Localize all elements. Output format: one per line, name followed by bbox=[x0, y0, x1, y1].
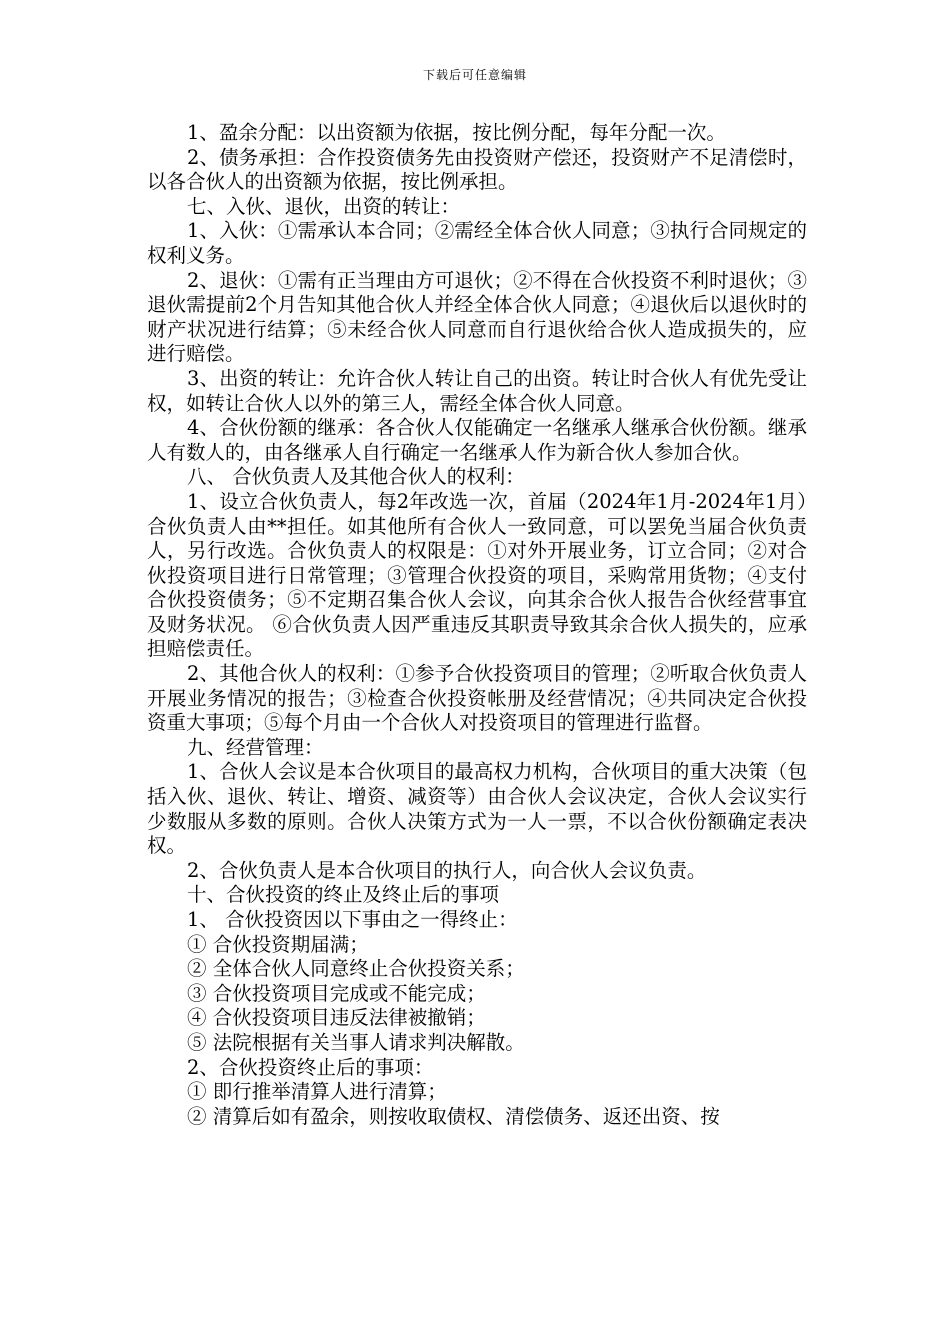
paragraph: 2、退伙：①需有正当理由方可退伙；②不得在合伙投资不利时退伙；③退伙需提前2个月告知其他合伙人并经全体合伙人同意；④退伙后以退伙时的财产状况进行结算；⑤未经合伙人同意而自行退伙给合伙人造成损失的，应进行赔偿。 bbox=[147, 268, 807, 366]
paragraph: 七、入伙、退伙，出资的转让： bbox=[187, 194, 461, 218]
paragraph: 2、其他合伙人的权利：①参予合伙投资项目的管理；②听取合伙负责人开展业务情况的报告；③检查合伙投资帐册及经营情况；④共同决定合伙投资重大事项；⑤每个月由一个合伙人对投资项目的管理进行监督。 bbox=[147, 662, 807, 735]
paragraph: ① 即行推举清算人进行清算； bbox=[187, 1080, 447, 1104]
paragraph: 1、设立合伙负责人，每2年改选一次，首届（2024年1月-2024年1月）合伙负责人由**担任。如其他所有合伙人一致同意，可以罢免当届合伙负责人，另行改选。合伙负责人的权限是：①对外开展业务，订立合同；②对合伙投资项目进行日常管理；③管理合伙投资的项目，采购常用货物；④支付合伙投资债务；⑤不定期召集合伙人会议，向其余合伙人报告合伙经营事宜及财务状况。 ⑥合伙负责人因严重违反其职责导致其余合伙人损失的，应承担赔偿责任。 bbox=[147, 489, 807, 661]
document-body bbox=[147, 121, 807, 1129]
paragraph: 1、 合伙投资因以下事由之一得终止： bbox=[187, 908, 518, 931]
paragraph: ④ 合伙投资项目违反法律被撤销； bbox=[187, 1006, 486, 1030]
paragraph: ① 合伙投资期届满； bbox=[187, 932, 369, 956]
paragraph: 1、合伙人会议是本合伙项目的最高权力机构，合伙项目的重大决策（包括入伙、退伙、转让、增资、减资等）由合伙人会议决定，合伙人会议实行少数服从多数的原则。合伙人决策方式为一人一票，不以合伙份额确定表决权。 bbox=[147, 760, 807, 858]
paragraph: ⑤ 法院根据有关当事人请求判决解散。 bbox=[187, 1030, 525, 1054]
paragraph: 十、合伙投资的终止及终止后的事项 bbox=[187, 883, 500, 907]
paragraph: 1、入伙：①需承认本合同；②需经全体合伙人同意；③执行合同规定的权利义务。 bbox=[147, 219, 807, 267]
page-header: 下载后可任意编辑 bbox=[422, 68, 527, 82]
paragraph: 2、合伙负责人是本合伙项目的执行人，向合伙人会议负责。 bbox=[187, 858, 707, 882]
paragraph: ③ 合伙投资项目完成或不能完成； bbox=[187, 981, 486, 1005]
paragraph: 2、债务承担：合作投资债务先由投资财产偿还，投资财产不足清偿时，以各合伙人的出资额为依据，按比例承担。 bbox=[147, 145, 807, 194]
paragraph: 八、 合伙负责人及其他合伙人的权利： bbox=[187, 465, 525, 489]
paragraph: 九、经营管理： bbox=[187, 735, 324, 759]
paragraph: 1、盈余分配：以出资额为依据，按比例分配，每年分配一次。 bbox=[187, 121, 726, 144]
paragraph: 3、出资的转让：允许合伙人转让自己的出资。转让时合伙人有优先受让权，如转让合伙人以外的第三人，需经全体合伙人同意。 bbox=[147, 366, 807, 415]
paragraph: 4、合伙份额的继承：各合伙人仅能确定一名继承人继承合伙份额。继承人有数人的，由各继承人自行确定一名继承人作为新合伙人参加合伙。 bbox=[147, 416, 807, 464]
paragraph: 2、合伙投资终止后的事项： bbox=[187, 1055, 434, 1079]
paragraph: ② 清算后如有盈余，则按收取债权、清偿债务、返还出资、按 bbox=[187, 1104, 720, 1128]
paragraph: ② 全体合伙人同意终止合伙投资关系； bbox=[187, 957, 525, 981]
